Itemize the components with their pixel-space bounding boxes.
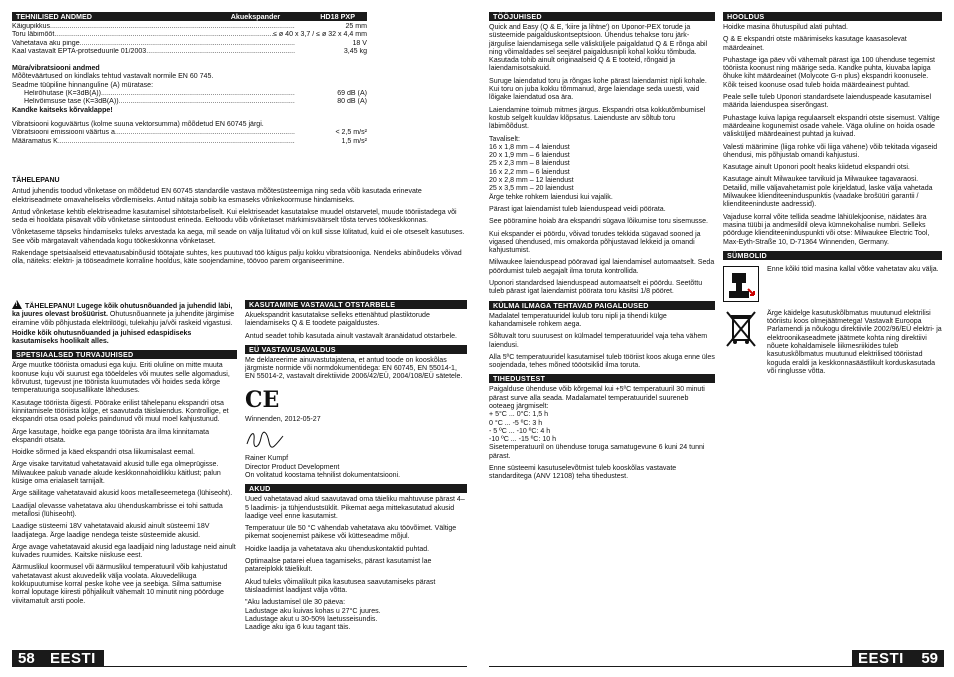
safety-paragraph: Hoidke sõrmed ja käed ekspandri otsa liikumisalast eemal. xyxy=(12,449,195,457)
noise-row: Helirõhutase (K=3dB(A)) ..... 69 dB (A) xyxy=(12,90,367,98)
leak-paragraph: Enne süsteemi kasutuselevõtmist tuleb kooskõlas vastavate standarditega (ANV 12108) teha tihedustest. xyxy=(489,465,677,481)
battery-paragraph: Akud tuleks võimalikult pika kasutusea saavutamiseks pärast täislaadimist laadijast välja võtta. xyxy=(245,578,436,594)
vibration-row: Vibratsiooni emissiooni väärtus a ..... < 2,5 m/s² xyxy=(12,129,367,137)
spec-row: Kaal vastavalt EPTA-protseduurile 01/2003 ..... 3,45 kg xyxy=(12,48,367,56)
battery-paragraph: Optimaalse patarei eluea tagamiseks, pärast kasutamist lae patareiplokk täielikult. xyxy=(245,558,432,574)
warning-keep: Hoidke kõik ohutusnõuanded ja juhised edaspidiseks kasutamiseks hoolikalt alles. xyxy=(12,329,192,346)
maintenance-paragraph: Hoidke masina õhutuspilud alati puhtad. xyxy=(723,24,848,31)
signature-icon xyxy=(245,428,285,450)
maintenance-paragraph: Kasutage ainult Milwaukee tarvikuid ja Milwaukee tagavaraosi. Detailid, mille väljavahetamist pole kirjeldatud, laske välja vahetada Milwaukee klienditeeninduspunktis (vaadake brošüüri garantii / klienditeeninduste aadressid). xyxy=(723,176,933,209)
remove-battery-icon xyxy=(723,266,759,302)
technical-data-section xyxy=(12,12,367,146)
spec-row: Vahetatava aku pinge ..... 18 V xyxy=(12,40,367,48)
work-paragraph: Suruge laiendatud toru ja rõngas kohe pärast laiendamist nipli kohale. Kui toru on juba kokku tõmmanud, ärge laiendage seda uuesti, vaid lõigake laiendatud osa ära. xyxy=(489,77,707,102)
work-paragraph: Kui ekspander ei pöördu, võivad torudes tekkida sügavad sooned ja vigased ühendused, mis omakorda põhjustavad lekkeid ja omandi kahjustumist. xyxy=(489,230,701,255)
technical-data-header xyxy=(12,12,367,21)
work-paragraph: Tavaliselt: 16 x 1,8 mm – 4 laiendust 20 x 1,9 mm – 6 laiendust 25 x 2,3 mm – 8 laiendust 16 x 2,2 mm – 6 laiendust 20 x 2,8 mm – 12 laiendust 25 x 3,5 mm – 20 laiendust Ärge tehke rohkem laiendusi kui vajalik. xyxy=(489,135,613,201)
maintenance-paragraph: Vajaduse korral võite tellida seadme lähiülekjoonise, näidates ära masina tüübi ja andmesildil oleva kümnekohalise numbri. Selleks pöörduge klienditeeninduspunkti või otse: Milwaukee Electric Tool, Max-Eyth-Straße 10, D-71364 Winnenden, Germany. xyxy=(723,213,930,246)
cold-weather-header: KÜLMA ILMAGA TEHTAVAD PAIGALDUSED xyxy=(489,301,715,310)
safety-paragraph: Laadige süsteemi 18V vahetatavaid akusid ainult süsteemi 18V laadijatega. Ärge laadige nendega teiste süsteemide akusid. xyxy=(12,523,210,539)
right-column-2 xyxy=(723,12,942,382)
language-label: EESTI xyxy=(858,650,904,667)
right-footer-bar xyxy=(852,650,944,667)
cold-paragraph: Sõltuvalt toru suurusest on külmadel temperatuuridel vaja teha vähem laiendusi. xyxy=(489,333,708,349)
attention-paragraph: Antud võnketase kehtib elektriseadme kasutamisel sihtotstarbeliselt. Kui elektriseadet kasutatakse muudel otstarvetel, muude tööriistadega või seda ei hooldata piisavalt võib võnketase siintoodust erineda. Eeltoodu võib võnketaset märkimisväärselt tõsta terves töökeskkonnas. xyxy=(12,208,457,225)
warning-triangle-icon xyxy=(12,300,22,309)
maintenance-paragraph: Puhastage kuiva lapiga regulaarselt ekspandri otste sisemust. Vältige määrdeaine kogunemist osade vahele. Väga oluline on hoida osade välisküljed määrdeainest puhtad ja kuivad. xyxy=(723,114,940,139)
signer-title: Director Product Development xyxy=(245,463,340,471)
safety-paragraph: Ärge muutke tööriista omadusi ega kuju. Eriti oluline on mitte muuta koonuse kuju või suurust ega tööeldeles või muutes selle algomadusi, kõrvutust, tugevust jne tööriista kuumutades või hoides seda kõrge temperatuuriga soojusallikate läheduses. xyxy=(12,362,230,395)
work-instructions-header: TÖÖJUHISED xyxy=(489,12,715,21)
battery-paragraph: Uued vahetatavad akud saavutavad oma täieliku mahtuvuse pärast 4–5 laadimis- ja tühjendustsüklit. Pikemat aega mittekasutatud akusid laadige veel enne kasutamist. xyxy=(245,496,465,520)
right-page xyxy=(477,0,954,677)
language-label: EESTI xyxy=(50,650,96,667)
left-footer-bar xyxy=(12,650,104,667)
special-safety-header: SPETSIAALSED TURVAJUHISED xyxy=(12,350,237,359)
noise-intro: Mõõteväärtused on kindlaks tehtud vastavalt normile EN 60 745. xyxy=(12,73,214,81)
symbol-text: Enne kõiki töid masina kallal võtke vahetatav aku välja. xyxy=(767,265,939,273)
leak-test-header: TIHEDUSTEST xyxy=(489,374,715,383)
safety-paragraph: Ärge säilitage vahetatavaid akusid koos metalleseemetega (lühiseoht). xyxy=(12,490,233,498)
attention-paragraph: Võnketaseme täpseks hindamiseks tuleks arvestada ka aega, mil seade on välja lülitatud või on küll sisse lülitatud, kuid ei ole otseselt kasutuses. See võib märgatavalt vähendada kogu töökeskkonna võnketaset. xyxy=(12,229,465,245)
footer-rule xyxy=(104,666,467,667)
attention-paragraph: Rakendage spetsiaalseid ettevaatusabinõusid töötajate suhtes, kes puutuvad töö käigus palju kokku vibratsiooniga. Nendeks abinõudeks võivad olla, näiteks: elektri- ja tööseadmete korraline hooldus, käte soojendamine, töövoo parem organiseerimine. xyxy=(12,250,462,266)
battery-paragraph: "Aku ladustamisel üle 30 päeva: Ladustage aku kuivas kohas u 27°C juures. Ladustage akut u 30-50% laetusseisundis. Laadige aku iga 6 kuu tagant täis. xyxy=(245,599,381,632)
ce-mark-icon: CE xyxy=(245,386,280,413)
work-paragraph: Uponori standardsed laienduspead automaatselt ei pöördu. Seetõttu tuleb pärast igat laiendamist pöörata toru käsitsi 1/8 pööret. xyxy=(489,280,703,296)
battery-paragraph: Temperatuur üle 50 °C vähendab vahetatava aku töövõimet. Vältige pikemat soojenemist päikese või kütteseadme mõjul. xyxy=(245,525,457,541)
maintenance-paragraph: Puhastage iga päev või vähemalt pärast iga 100 ühenduse tegemist tööriista koonust ning määrige seda. Kandke puhta, kiuvaba lapiga õhuke kiht määrdeainet (Molycote G-n plus) ekspandri koonusele. Kõik teised koonuse osad tuleb hoida määrdeainest puhtad. xyxy=(723,56,935,89)
symbol-row xyxy=(723,266,942,302)
warning-body: Ohutusnõuannete ja juhendite järgimise eiramine võib põhjustada elektrilöögi, tulekahju ja/või raskeid vigastusi. xyxy=(12,311,235,327)
leak-paragraph: Paigalduse ühenduse võib kõrgemal kui +5ºC temperatuuril 30 minuti pärast surve alla seada. Madalamatel temperatuuridel suureneb ooteaeg järgmiselt: + 5°C ... 0°C: 1,5 h 0 °C ... -5 ºC: 3 h - 5 ºC ... -10 ºC: 4 h -10 ºC ... -15 ºC: 10 h Sisetemperatuuril on ühenduse toruga samatugevune 6 kuni 24 tunni pärast. xyxy=(489,386,705,460)
right-column xyxy=(245,300,467,636)
battery-paragraph: Hoidke laadija ja vahetatava aku ühenduskontaktid puhtad. xyxy=(245,545,430,553)
work-paragraph: Pärast igat laiendamist tuleb laienduspead veidi pöörata. xyxy=(489,205,666,213)
maintenance-paragraph: Q & E ekspandri otste määrimiseks kasutage kaasasolevat määrdeainet. xyxy=(723,36,907,52)
page-number: 59 xyxy=(921,650,938,667)
place-date: Winnenden, 2012-05-27 xyxy=(245,415,321,423)
cold-paragraph: Madalatel temperatuuridel kulub toru nipli ja tihendi külge kahandamisele rohkem aega. xyxy=(489,312,667,328)
page-number: 58 xyxy=(18,650,35,667)
attention-paragraph: Antud juhendis toodud võnketase on mõõdetud EN 60745 standardile vastava mõõtesüsteemiga ning seda võib kasutada erinevate elektriseadmete omavaheliseks võrdlemiseks. Antud näitaja sobib ka esmaseks võnkekoormuse hindamiseks. xyxy=(12,188,422,204)
signer-name: Rainer Kumpf xyxy=(245,455,289,463)
safety-paragraph: Ärge avage vahetatavaid akusid ega laadijaid ning ladustage neid ainult kuivades ruumides. Kaitske niiskuse eest. xyxy=(12,543,236,560)
safety-paragraph: Laadijal olevasse vahetatava aku ühenduskambrisse ei tohi sattuda metallosi (lühiseoht). xyxy=(12,502,223,518)
symbols-header: SÜMBOLID xyxy=(723,251,942,260)
spec-row: Toru läbimõõt ..... ≤ ø 40 x 3,7 / ≤ ø 32 x 4,4 mm xyxy=(12,31,367,39)
noise-row: Helivõimsuse tase (K=3dB(A)) ..... 80 dB (A) xyxy=(12,98,367,106)
work-paragraph: Quick and Easy (Q & E, 'kiire ja lihtne') on Uponor-PEX torude ja süsteemide paigalduskontseptsioon. Ühendus tehakse toru järk-järgulise laiendamisega selle välisküljele paigaldatud Q & E rõnga abil ning võimaldades sel seejärel paigaldusnipli kohal kokku tõmbuda. Kasutada tohib ainult originaalseid Q & E tooteid, rõngaid ja laiendamisotsakuid. xyxy=(489,24,708,73)
maintenance-paragraph: Kasutage ainult Uponori poolt heaks kiidetud ekspandri otsi. xyxy=(723,164,910,172)
safety-paragraph: Äärmuslikul koormusel või äärmuslikul temperatuuril võib kahjustatud vahetatavast akust akuvedelik välja voolata. Akuvedelikuga kokkupuutumise korral peske kohe vee ja seebiga. Silma sattumise korral loputage kiiresti põhjalikult vähemalt 10 minutit ning pöörduge viivitamatult arsti poole. xyxy=(12,564,228,605)
work-paragraph: See pööramine hoiab ära ekspandri sügava lõikumise toru sisemusse. xyxy=(489,218,708,226)
symbol-text: Ärge käidelge kasutuskõlbmatus muutunud elektrilisi tööriistu koos olmejäätmetega! Vastavalt Euroopa Parlamendi ja nõukogu direktiivile 2002/96/EÜ elektri- ja elektroonikaseadmete jäätmete kohta ning direktiivi nõuete kohaldamisele liikmesriikides tuleb kasutuskõlbmatus muutunud elektrilised tööriistad koguda eraldi ja keskkonnasäästlikult korduskasutada või ringlusse võtta. xyxy=(767,309,942,375)
crossed-out-bin-icon xyxy=(723,310,759,350)
maintenance-paragraph: Valesti määrimine (liiga rohke või liiga vähene) võib tekitada vigaseid ühendusi, mis põhjustab omandi kahjustusi. xyxy=(723,143,938,159)
footer-rule xyxy=(489,666,852,667)
intended-use-paragraph: Akuekspandrit kasutatakse selleks ettenähtud plastiktorude laiendamiseks Q & E toodete paigaldustes. xyxy=(245,312,430,328)
model-number: HD18 PXP xyxy=(320,12,355,21)
symbol-row xyxy=(723,310,942,376)
safety-paragraph: Ärge visake tarvitatud vahetatavaid akusid tulle ega olmeprügisse. Milwaukee pakub vanade akude keskkonnahoidlikku käitlust; palun küsige oma erialaselt tarnijalt. xyxy=(12,461,221,486)
eu-declaration-paragraph: Me deklareerime ainuvastutajatena, et antud toode on kooskõlas järgmiste normide või normdokumentidega: EN 60745, EN 55014-1, EN 55014-2, vastavalt direktiivide 2006/42/EÜ, 2004/108/EÜ sätetele. xyxy=(245,356,463,381)
work-paragraph: Milwaukee laienduspead pööravad igal laiendamisel automaatselt. Seda pöördumist tuleb aegajalt ilma toruta kontrollida. xyxy=(489,259,715,275)
cold-paragraph: Alla 5ºC temperatuuridel kasutamisel tuleb tööriist koos akuga enne üles soojendada, tehes mõned tööotsiklid ilma toruta. xyxy=(489,353,715,370)
vibration-row: Määramatus K ..... 1,5 m/s² xyxy=(12,138,367,146)
warning-block xyxy=(12,300,237,328)
attention-title: TÄHELEPANU xyxy=(12,177,60,184)
batteries-header: AKUD xyxy=(245,484,467,493)
spec-row: Käigupikkus ..... 25 mm xyxy=(12,23,367,31)
warning-lead: TÄHELEPANU! Lugege kõik ohutusnõuanded ja juhendid läbi, ka juures olevast brošüürist. xyxy=(12,303,233,319)
noise-title: Müra/vibratsiooni andmed xyxy=(12,65,100,73)
product-type: Akuekspander xyxy=(230,12,281,21)
work-paragraph: Laiendamine toimub mitmes järgus. Ekspandri otsa kokkutõmbumisel kostub selgelt kuuldav klõpsatus. Laienduste arv sõltub toru läbimõõdust. xyxy=(489,106,706,131)
right-column-1 xyxy=(489,12,715,486)
eu-declaration-header: EÜ VASTAVUSAVALDUS xyxy=(245,345,467,354)
intended-use-paragraph: Antud seadet tohib kasutada ainult vastavalt äranäidatud otstarbele. xyxy=(245,332,457,340)
technical-data-title: TEHNILISED ANDMED xyxy=(16,12,93,21)
authorized-note: On volitatud koostama tehnilist dokumentatsiooni. xyxy=(245,471,401,479)
safety-paragraph: Ärge kasutage, hoidke ega pange tööriista ära ilma kinnitamata ekspandri otsata. xyxy=(12,428,210,444)
left-column xyxy=(12,300,237,610)
safety-paragraph: Kasutage tööriista õigesti. Pöörake erilist tähelepanu ekspandri otsa kinnitamisele tööriista külge, et saavutada täislaiendus. Kontrollige, et ekspandri otsa osad poleks paindunud või muul moel kahjustunud. xyxy=(12,399,229,424)
attention-section xyxy=(12,177,467,271)
ear-protection-note: Kandke kaitseks kõrvaklappe! xyxy=(12,106,113,114)
intended-use-header: KASUTAMINE VASTAVALT OTSTARBELE xyxy=(245,300,467,309)
noise-sub: Seadme tüüpiline hinnanguline (A) müratase: xyxy=(12,81,154,89)
maintenance-header: HOOLDUS xyxy=(723,12,942,21)
maintenance-paragraph: Peale selle tuleb Uponori standardsete laienduspeade kasutamisel määrida laienduspea siserõngast. xyxy=(723,94,932,110)
vibration-intro: Vibratsiooni koguväärtus (kolme suuna vektorsumma) mõõdetud EN 60745 järgi. xyxy=(12,120,264,128)
